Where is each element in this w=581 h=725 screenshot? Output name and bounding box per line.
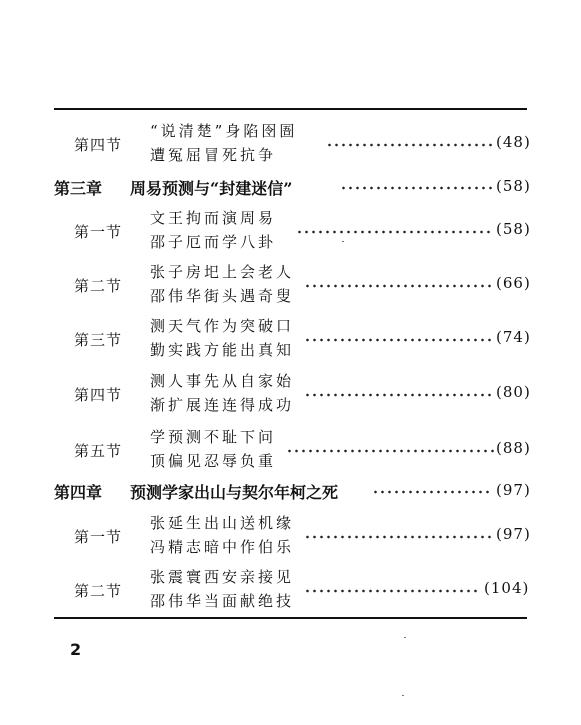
section-title-line1: 张延生出山送机缘 xyxy=(150,514,295,532)
section-title-line2: 遭冤屈冒死抗争 xyxy=(150,146,277,164)
section-label: 第一节 xyxy=(74,223,123,241)
chapter-title: 周易预测与“封建迷信” xyxy=(130,179,293,198)
leader-dots xyxy=(372,490,492,494)
page-ref: (48) xyxy=(496,133,531,151)
section-title-line1: “说清楚”身陷囹圄 xyxy=(150,122,298,140)
scan-speck xyxy=(402,695,404,696)
section-title-line2: 邵子厄而学八卦 xyxy=(150,233,277,251)
section-title-line1: 测天气作为突破口 xyxy=(150,317,295,335)
section-title-line2: 顶偏见忍辱负重 xyxy=(150,452,277,470)
leader-dots xyxy=(296,230,494,234)
leader-dots xyxy=(304,535,494,539)
section-label: 第一节 xyxy=(74,528,123,546)
top-rule xyxy=(54,108,527,110)
leader-dots xyxy=(304,393,494,397)
page-ref: (58) xyxy=(496,220,531,238)
section-title-line1: 张震寰西安亲接见 xyxy=(150,568,295,586)
leader-dots xyxy=(326,143,494,147)
chapter-title: 预测学家出山与契尔年柯之死 xyxy=(130,483,339,502)
section-title-line2: 邵伟华街头遇奇叟 xyxy=(150,287,295,305)
page-ref: (74) xyxy=(496,328,531,346)
page-ref: (88) xyxy=(496,439,531,457)
page-ref: (66) xyxy=(496,274,531,292)
page-ref: (58) xyxy=(496,177,531,195)
section-title-line2: 邵伟华当面献绝技 xyxy=(150,592,295,610)
leader-dots xyxy=(304,338,494,342)
page-ref: (97) xyxy=(496,525,531,543)
section-title-line1: 文王拘而演周易 xyxy=(150,209,277,227)
leader-dots xyxy=(286,449,494,453)
chapter-label: 第三章 xyxy=(54,179,103,198)
section-label: 第三节 xyxy=(74,331,123,349)
section-title-line1: 学预测不耻下问 xyxy=(150,428,277,446)
section-title-line2: 冯精志暗中作伯乐 xyxy=(150,538,295,556)
page-ref: (97) xyxy=(496,481,531,499)
bottom-rule xyxy=(54,617,527,619)
section-title-line2: 勤实践方能出真知 xyxy=(150,341,295,359)
page-number: 2 xyxy=(70,640,82,659)
section-label: 第二节 xyxy=(74,582,123,600)
scan-speck xyxy=(404,637,406,638)
leader-dots xyxy=(340,186,492,190)
section-title-line1: 测人事先从自家始 xyxy=(150,372,295,390)
section-label: 第五节 xyxy=(74,442,123,460)
chapter-label: 第四章 xyxy=(54,483,103,502)
section-label: 第四节 xyxy=(74,136,123,154)
leader-dots xyxy=(304,589,480,593)
scan-speck xyxy=(342,241,344,242)
section-title-line1: 张子房圯上会老人 xyxy=(150,263,295,281)
section-label: 第四节 xyxy=(74,386,123,404)
section-label: 第二节 xyxy=(74,277,123,295)
leader-dots xyxy=(304,284,494,288)
section-title-line2: 渐扩展连连得成功 xyxy=(150,396,295,414)
page-ref: (80) xyxy=(496,383,531,401)
page-ref: (104) xyxy=(484,579,530,597)
